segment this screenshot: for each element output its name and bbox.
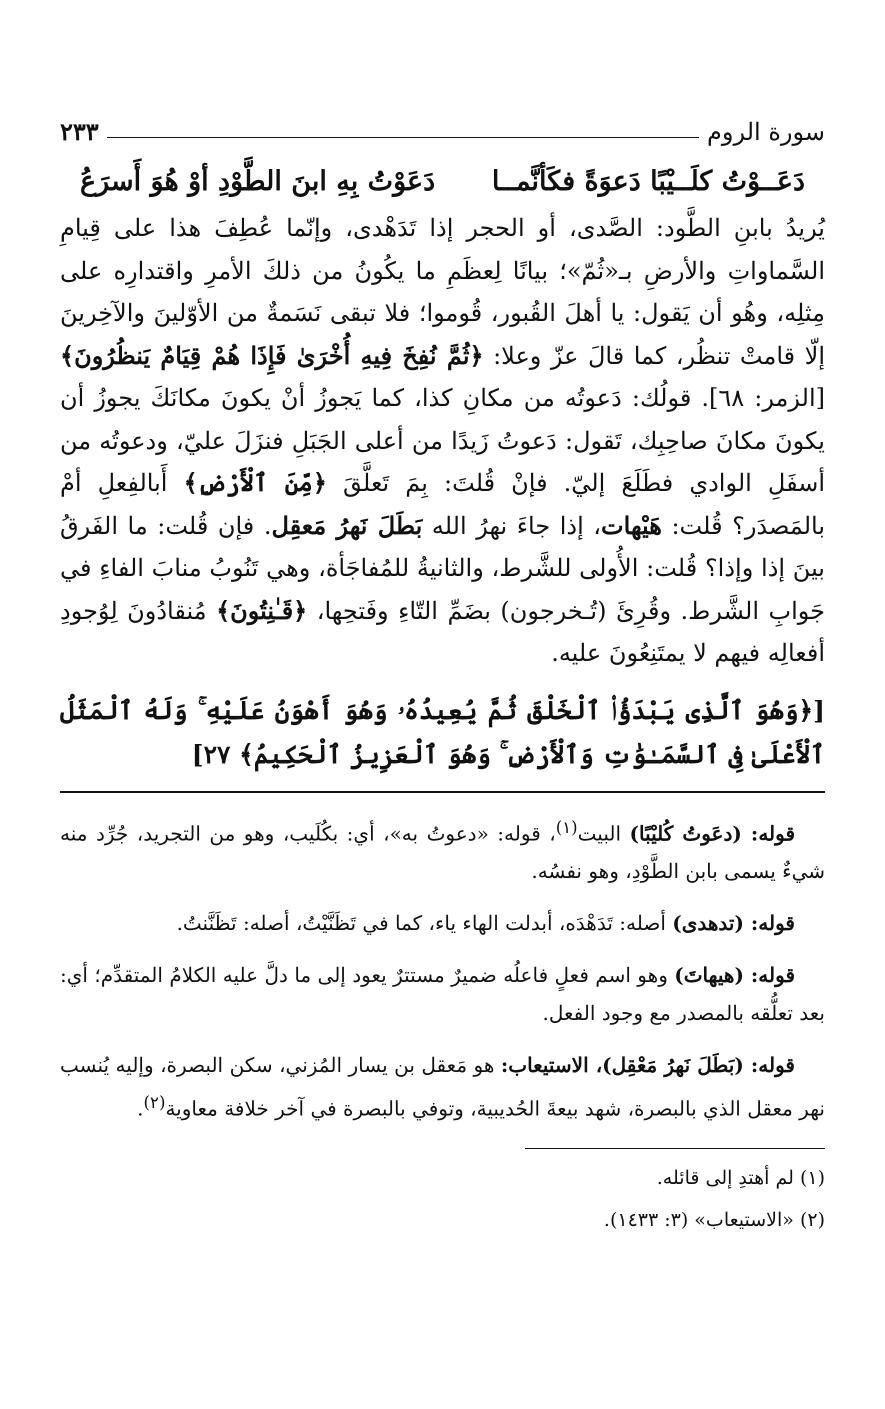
quran-quote-1: ﴿ثُمَّ نُفِخَ فِيهِ أُخْرَىٰ فَإِذَا هُمْ قِيَامٌ يَنظُرُونَ﴾ — [60, 340, 484, 370]
note-1-text-b: ، قوله: «دعوتُ به»، أي: بكُلَيب، وهو من التجريد، جُرِّد منه شيءٌ يسمى بابن الطَّوْدِ، وهو نفسُه. — [60, 821, 825, 884]
verse-hemistich-left: دَعَوْتُ بِهِ ابنَ الطَّوْدِ أوْ هُوَ أَسرَعُ — [80, 166, 436, 197]
keyword-batala: بَطَلَ نَهرُ مَعقِل — [271, 510, 423, 540]
note-2 — [60, 904, 825, 942]
header-rule — [107, 137, 699, 138]
quran-quote-3: ﴿قَـٰنِتُونَ﴾ — [216, 595, 308, 625]
annotation-notes — [60, 809, 825, 1128]
commentary-text-4: ، إذا جاءَ نهرُ الله — [422, 511, 602, 540]
section-divider — [60, 791, 825, 793]
note-4-text: هو مَعقل بن يسار المُزني، سكن البصرة، وإليه يُنسب نهر معقل الذي بالبصرة، شهد بيعةَ الحُديبية، وتوفي بالبصرة في آخر خلافة معاوية — [60, 1053, 825, 1121]
note-4-heading: قوله: (بَطَلَ نَهرُ مَعْقِل)، الاستيعاب: — [500, 1053, 795, 1078]
verse-hemistich-right: دَعَــوْتُ كلَــيْبًا دَعوَةً فكَأنَّمــا — [491, 166, 805, 197]
footnote-rule — [525, 1148, 825, 1149]
note-2-heading: قوله: (تدهدى) — [672, 911, 795, 936]
surah-title: سورة الروم — [707, 118, 825, 146]
commentary-text-3: أَبالفِعلِ أمْ بالمَصدَر؟ قُلت: — [60, 469, 826, 540]
keyword-haihat: هَيْهات — [601, 510, 662, 540]
poetry-verse — [80, 166, 805, 197]
running-header — [60, 110, 825, 146]
footnote-2: (٢) «الاستيعاب» (٣: ١٤٣٣). — [603, 1208, 825, 1231]
commentary-paragraph — [60, 207, 825, 675]
footnote-marker-2: (٢) — [143, 1093, 166, 1113]
note-4 — [60, 1046, 825, 1128]
quran-verse-27: [﴿وَهُوَ ٱلَّذِى يَبْدَؤُا۟ ٱلْخَلْقَ ثُمَّ يُعِيدُهُۥ وَهُوَ أَهْوَنُ عَلَيْهِ ۚ وَلَهُ ٱلْمَثَلُ ٱلْأَعْلَىٰ فِى ٱلسَّمَـٰوَٰتِ وَٱلْأَرْضِ ۚ وَهُوَ ٱلْعَزِيزُ ٱلْحَكِيمُ﴾ ٢٧] — [60, 695, 825, 769]
quran-quote-2: ﴿مِّنَ ٱلْأَرْضِ﴾ — [183, 468, 327, 497]
book-page — [60, 110, 825, 1369]
note-3-text: وهو اسم فعلٍ فاعلُه ضميرٌ مستترٌ يعود إلى ما دلَّ عليه الكلامُ المتقدِّم؛ أي: بعد تعلُّقه بالمصدر مع وجود الفعل. — [60, 963, 825, 1026]
commentary-text-1: يُريدُ بابنِ الطَّود: الصَّدى، أو الحجر إذا تَدَهْدى، وإنّما عُطِفَ هذا على قِيامِ السَّماواتِ والأرضِ بـ«ثُمّ»؛ بيانًا لِعظَمِ ما يكُونُ من ذلكَ الأمرِ واقتدارِه على مِثلِه، وهُو أن يَقول: يا أهلَ القُبور، قُوموا؛ فلا تبقى نَسَمةٌ من الأوّلينَ والآخِرينَ إلّا قامتْ تنظُر، كما قالَ عزّ وعلا: — [60, 214, 826, 370]
note-1-text-a: البيت — [577, 821, 630, 846]
footnote-marker-1: (١) — [555, 817, 578, 837]
note-3 — [60, 956, 825, 1032]
commentary-text-2: قولُك: دَعوتُه من مكانِ كذا، كما يَجوزُ أنْ يكونَ مكانَكَ يجوزُ أن يكونَ مكانَ صاحِبِك، تَقول: دَعوتُ زَيدًا من أعلى الجَبَلِ فنزَلَ عليّ، ودعوتُه من أسفَلِ الوادي فطَلَعَ إليّ. فإنْ قُلتَ: بِمَ تَعلَّقَ — [60, 384, 826, 497]
note-2-text: أصله: تَدَهْدَه، أبدلت الهاء ياء، كما في تَظَنَّيْتُ، أصله: تَظَنَّنتُ. — [176, 911, 673, 936]
note-1-heading: قوله: (دعَوتُ كُليْبًا) — [629, 821, 796, 846]
commentary-text-5: . فإن قُلت: ما الفَرقُ بينَ إذا وإذا؟ قُلت: الأُولى للشَّرط، والثانيةُ للمُفاجَأة، وهي تَنُوبُ منابَ الفاءِ في جَوابِ الشَّرط. وقُرِئَ (تُـخرجون) بضَمِّ التّاءِ وفَتحِها، — [60, 511, 826, 625]
quran-reference: [الزمر: ٦٨]. — [691, 384, 826, 412]
page-number: ٢٣٣ — [60, 117, 99, 146]
note-1 — [60, 809, 825, 891]
footnotes — [60, 1161, 825, 1237]
footnote-1: (١) لم أهتدِ إلى قائله. — [656, 1166, 825, 1189]
commentary-text-6: مُنقادُونَ لِوُجودِ أفعالِه فيهم لا يمتَنِعُونَ عليه. — [60, 596, 825, 667]
note-3-heading: قوله: (هيهاتَ) — [674, 963, 796, 988]
note-4-end: . — [137, 1096, 144, 1121]
